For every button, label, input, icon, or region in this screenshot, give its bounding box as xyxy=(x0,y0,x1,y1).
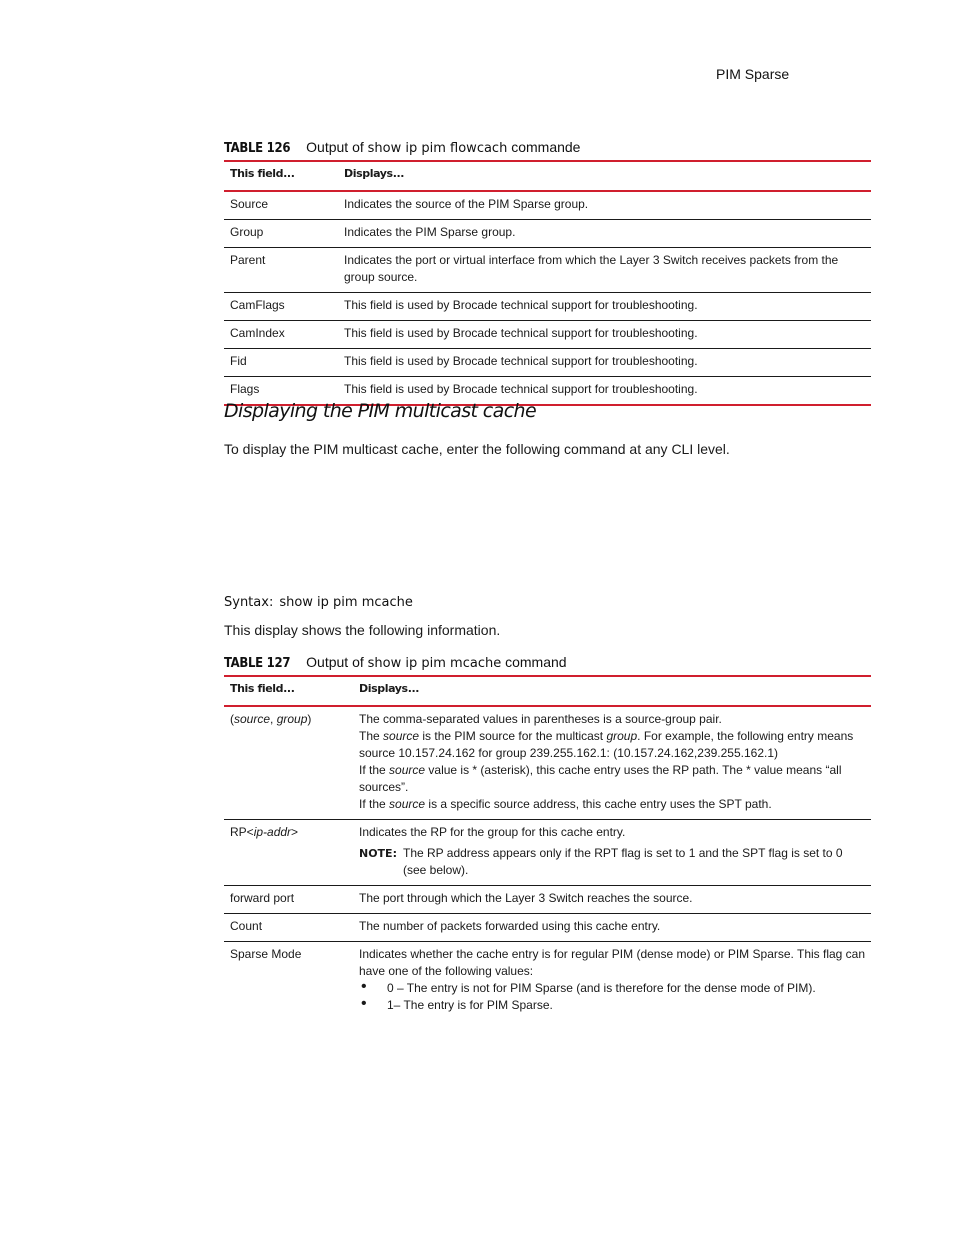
caption-command: show ip pim flowcach xyxy=(367,141,508,156)
table-number: TABLE 126 xyxy=(224,141,291,156)
field-text: , xyxy=(270,712,277,726)
field-cell: Count xyxy=(224,914,353,942)
caption-text: commande xyxy=(507,139,581,155)
description-cell xyxy=(353,706,871,820)
description-cell: This field is used by Brocade technical support for troubleshooting. xyxy=(338,349,871,377)
field-italic: source xyxy=(234,712,271,726)
description-line: Indicates the RP for the group for this cache entry. xyxy=(359,825,626,839)
syntax-line xyxy=(224,595,413,610)
table-127 xyxy=(224,675,871,1020)
table-header-row xyxy=(224,676,871,706)
field-text: > xyxy=(291,825,299,839)
bullet-list xyxy=(359,980,865,1014)
description-cell: Indicates the source of the PIM Sparse group. xyxy=(338,191,871,220)
field-cell: CamFlags xyxy=(224,293,338,321)
field-cell: Flags xyxy=(224,377,338,406)
description-line: Indicates whether the cache entry is for regular PIM (dense mode) or PIM Sparse. This flag can have one of the following values: xyxy=(359,947,866,978)
table-row xyxy=(224,248,871,293)
table-row xyxy=(224,220,871,248)
note-label: NOTE: xyxy=(359,847,397,860)
caption-command: show ip pim mcache xyxy=(367,656,502,671)
field-text: ( xyxy=(230,712,234,726)
caption-text: command xyxy=(501,654,567,670)
table-126-caption xyxy=(224,139,580,156)
description-cell: This field is used by Brocade technical support for troubleshooting. xyxy=(338,293,871,321)
table-row xyxy=(224,191,871,220)
field-text: ) xyxy=(307,712,312,726)
note-text: The RP address appears only if the RPT flag is set to 1 and the SPT flag is set to 0 (see below). xyxy=(402,846,843,877)
description-line: If the source is a specific source address, this cache entry uses the SPT path. xyxy=(359,797,772,811)
field-cell: forward port xyxy=(224,886,353,914)
field-italic: ip-addr xyxy=(253,825,292,839)
caption-text: Output of xyxy=(306,139,368,155)
info-paragraph: This display shows the following information. xyxy=(224,622,501,638)
table-row xyxy=(224,706,871,820)
field-cell: Fid xyxy=(224,349,338,377)
column-header-displays: Displays... xyxy=(338,161,871,191)
field-text: RP< xyxy=(230,825,254,839)
table-row xyxy=(224,321,871,349)
column-header-displays: Displays... xyxy=(353,676,871,706)
table-row xyxy=(224,942,871,1021)
list-item: • 1– The entry is for PIM Sparse. xyxy=(359,997,865,1014)
description-line: The source is the PIM source for the multicast group. For example, the following entry means source 10.157.24.162 for group 239.255.162.1: (10.157.24.162,239.255.162.1) xyxy=(359,729,854,760)
table-header-row xyxy=(224,161,871,191)
description-cell xyxy=(353,820,871,886)
description-line: If the source value is * (asterisk), this cache entry uses the RP path. The * value means “all sources”. xyxy=(359,763,842,794)
note-block xyxy=(359,845,865,879)
running-head: PIM Sparse xyxy=(716,66,790,82)
table-number: TABLE 127 xyxy=(224,656,291,671)
table-row xyxy=(224,820,871,886)
description-cell: This field is used by Brocade technical support for troubleshooting. xyxy=(338,377,871,406)
field-cell: Parent xyxy=(224,248,338,293)
description-line: The comma-separated values in parentheses is a source-group pair. xyxy=(359,712,722,726)
table-row xyxy=(224,914,871,942)
description-cell: The port through which the Layer 3 Switch reaches the source. xyxy=(353,886,871,914)
section-heading: Displaying the PIM multicast cache xyxy=(224,400,537,422)
list-item: • 0 – The entry is not for PIM Sparse (and is therefore for the dense mode of PIM). xyxy=(359,980,865,997)
table-127-caption xyxy=(224,654,567,671)
field-cell: Source xyxy=(224,191,338,220)
intro-paragraph: To display the PIM multicast cache, enter the following command at any CLI level. xyxy=(224,441,730,457)
column-header-field: This field... xyxy=(224,161,338,191)
column-header-field: This field... xyxy=(224,676,353,706)
description-cell: This field is used by Brocade technical support for troubleshooting. xyxy=(338,321,871,349)
caption-text: Output of xyxy=(306,654,368,670)
table-row xyxy=(224,293,871,321)
description-cell xyxy=(353,942,871,1021)
syntax-command: show ip pim mcache xyxy=(279,595,413,610)
field-cell: Group xyxy=(224,220,338,248)
field-cell xyxy=(224,820,353,886)
description-cell: Indicates the port or virtual interface from which the Layer 3 Switch receives packets from the group source. xyxy=(338,248,871,293)
field-cell xyxy=(224,706,353,820)
field-italic: group xyxy=(276,712,308,726)
description-cell: Indicates the PIM Sparse group. xyxy=(338,220,871,248)
syntax-label: Syntax: xyxy=(224,595,274,610)
field-cell: Sparse Mode xyxy=(230,947,302,961)
field-cell: CamIndex xyxy=(224,321,338,349)
description-cell: The number of packets forwarded using this cache entry. xyxy=(353,914,871,942)
table-row xyxy=(224,349,871,377)
table-126 xyxy=(224,160,871,406)
table-row xyxy=(224,886,871,914)
